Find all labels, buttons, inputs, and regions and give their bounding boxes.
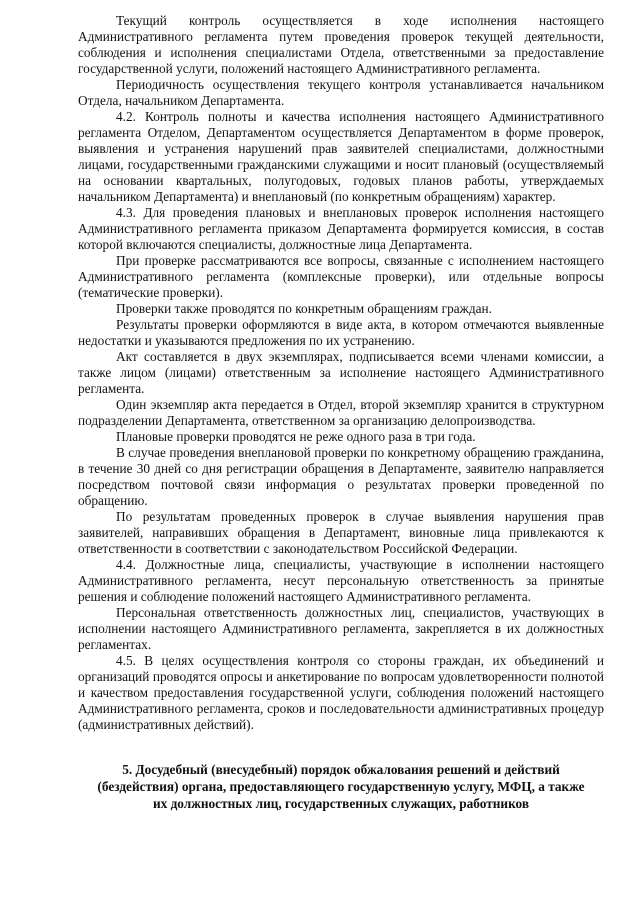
section-5-heading-line-2: (бездействия) органа, предоставляющего государственную услугу, МФЦ, а также [97,779,585,794]
paragraph-inspection-scope: При проверке рассматриваются все вопросы, связанные с исполнением настоящего Административного регламента (комплексные проверки), или отдельные вопросы (тематические проверки). [78,253,604,300]
section-5-heading [78,761,604,812]
section-5-heading-line-3: их должностных лиц, государственных служащих, работников [152,796,530,811]
paragraph-current-control: Текущий контроль осуществляется в ходе исполнения настоящего Административного регламента путем проведения проверок текущей деятельности, соблюдения и исполнения специалистами Отдела, ответственными за предоставление государственной услуги, положений настоящего Административного регламента. [78,13,604,76]
paragraph-inspection-results: Результаты проверки оформляются в виде акта, в котором отмечаются выявленные недостатки и указываются предложения по их устранению. [78,317,604,348]
paragraph-appeal-inspections: Проверки также проводятся по конкретным обращениям граждан. [116,301,492,316]
paragraph-4-4: 4.4. Должностные лица, специалисты, участвующие в исполнении настоящего Административного регламента, несут персональную ответственность за принятые решения и соблюдение положений настоящего Административного регламента. [78,557,604,604]
paragraph-act-copies: Акт составляется в двух экземплярах, подписывается всеми членами комиссии, а также лицом (лицами) ответственным за исполнение настоящего Административного регламента. [78,349,604,396]
section-5-heading-line-1: 5. Досудебный (внесудебный) порядок обжалования решений и действий [122,762,560,777]
paragraph-liability: По результатам проведенных проверок в случае выявления нарушения прав заявителей, направивших обращения в Департамент, виновные лица привлекаются к ответственности в соответствии с законодательством Российской Федерации. [78,509,604,556]
paragraph-4-2: 4.2. Контроль полноты и качества исполнения настоящего Административного регламента Отделом, Департаментом осуществляется Департаментом в форме проверок, выявления и устранения нарушений прав заявителей специалистами, должностными лицами, государственными гражданскими служащими и носит плановый (осуществляемый на основании квартальных, полугодовых, годовых планов работы, утверждаемых начальником Департамента) и внеплановый (по конкретным обращениям) характер. [78,109,604,204]
paragraph-planned-frequency: Плановые проверки проводятся не реже одного раза в три года. [116,429,476,444]
paragraph-periodicity: Периодичность осуществления текущего контроля устанавливается начальником Отдела, начальником Департамента. [78,77,604,108]
paragraph-unplanned-inspection: В случае проведения внеплановой проверки по конкретному обращению гражданина, в течение 30 дней со дня регистрации обращения в Департаменте, заявителю направляется посредством почтовой связи информация о результатах проверки проведенной по обращению. [78,445,604,508]
document-page [78,13,604,812]
paragraph-act-storage: Один экземпляр акта передается в Отдел, второй экземпляр хранится в структурном подразделении Департамента, ответственном за организацию делопроизводства. [78,397,604,428]
paragraph-4-5: 4.5. В целях осуществления контроля со стороны граждан, их объединений и организаций проводятся опросы и анкетирование по вопросам удовлетворенности полнотой и качеством предоставления государственной услуги, соблюдения положений настоящего Административного регламента, сроков и последовательности административных процедур (административных действий). [78,653,604,732]
paragraph-personal-responsibility: Персональная ответственность должностных лиц, специалистов, участвующих в исполнении настоящего Административного регламента, закрепляется в их должностных регламентах. [78,605,604,652]
paragraph-4-3: 4.3. Для проведения плановых и внеплановых проверок исполнения настоящего Административного регламента приказом Департамента формируется комиссия, в состав которой включаются специалисты, должностные лица Департамента. [78,205,604,252]
